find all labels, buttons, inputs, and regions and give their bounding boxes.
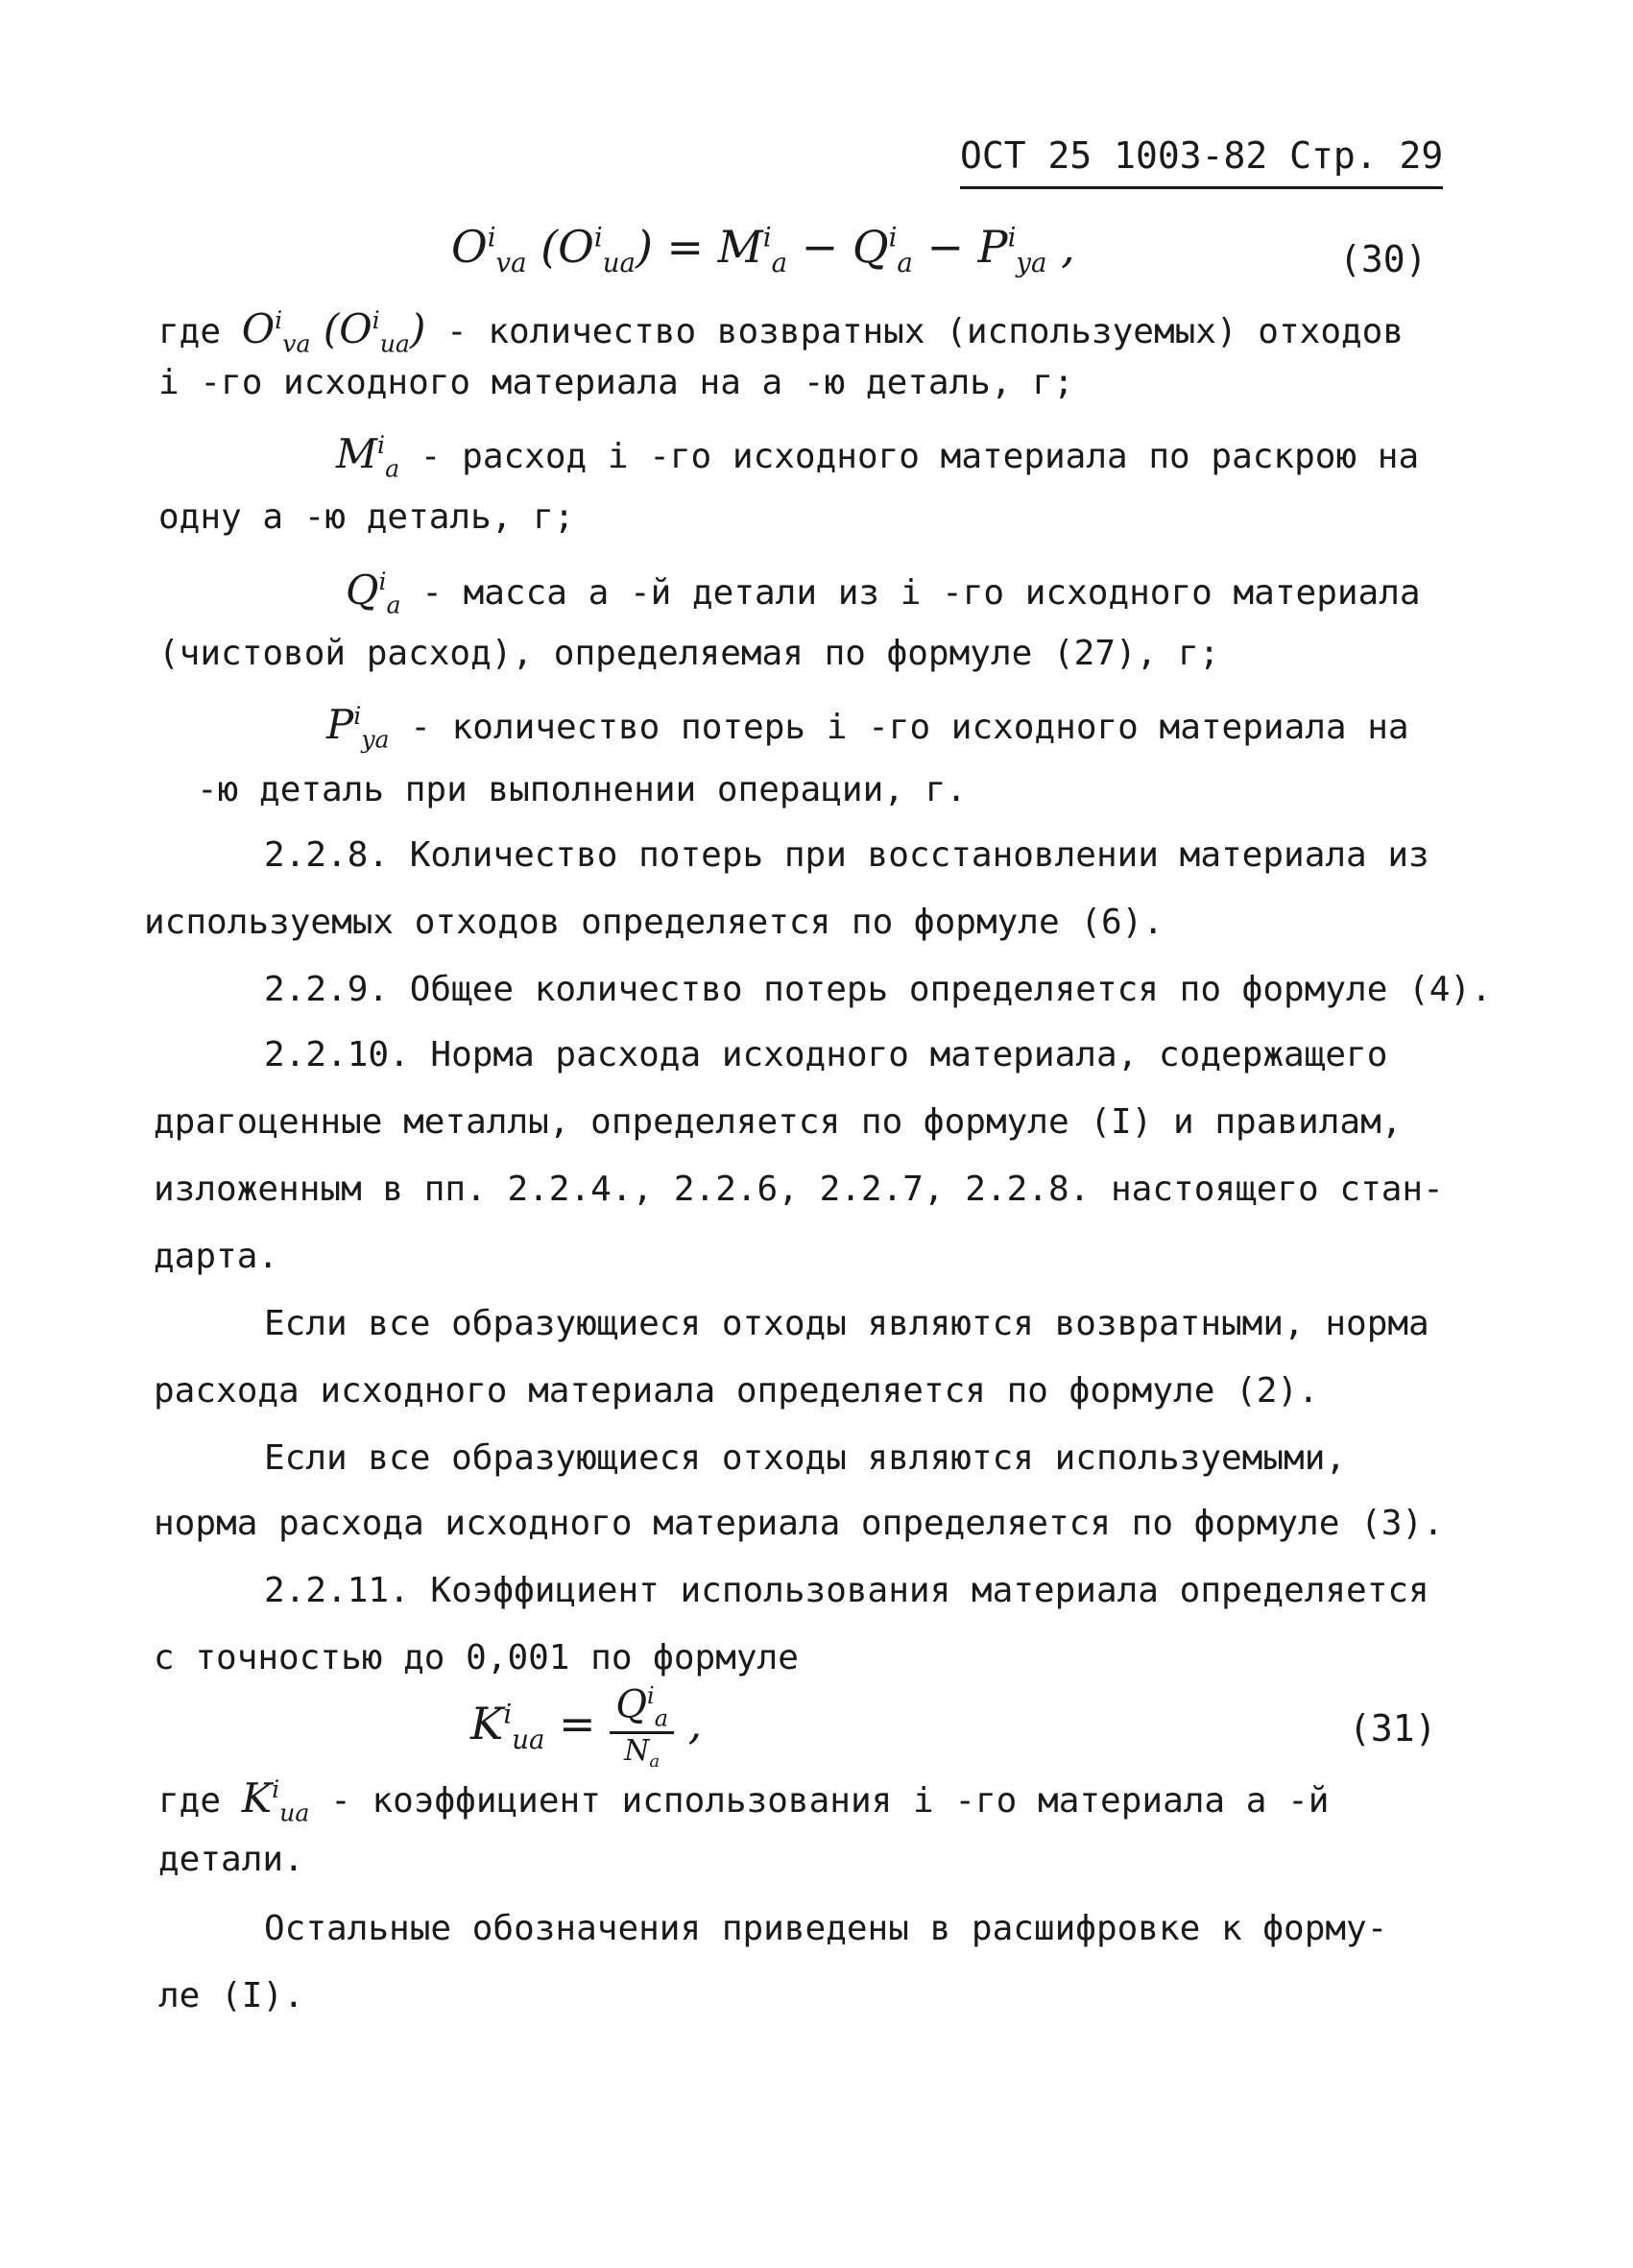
def-text: - количество возвратных (используемых) отходов <box>446 312 1405 351</box>
para-2-2-10-line3: изложенным в пп. 2.2.4., 2.2.6, 2.2.7, 2.2.8. настоящего стан- <box>154 1170 1444 1209</box>
def-k-line1 <box>158 1774 1329 1826</box>
formula-31 <box>470 1682 702 1772</box>
para-2-2-10-line4: дарта. <box>154 1237 279 1276</box>
para-2-2-10-line2: драгоценные металлы, определяется по формуле (I) и правилам, <box>154 1102 1403 1142</box>
def-line-2: i -го исходного материала на a -ю деталь, г; <box>158 363 1074 402</box>
def-lead: где <box>158 1781 222 1821</box>
def-text: - количество потерь i -го исходного материала на <box>410 708 1409 747</box>
formula-31-number: (31) <box>1349 1707 1437 1749</box>
para-2-2-10-line1: 2.2.10. Норма расхода исходного материала, содержащего <box>264 1035 1388 1074</box>
def-text: - коэффициент использования i -го материала a -й <box>330 1781 1330 1821</box>
def-symbol-q: $Q^i_a$ <box>346 567 401 619</box>
formula-31-numerator: $Q^i_a$ <box>610 1682 674 1734</box>
def-symbol-m: $M^i_a$ <box>336 430 400 483</box>
def-line-4: одну a -ю деталь, г; <box>158 497 575 537</box>
formula-31-lhs: $K^i_{ua}$ = <box>470 1697 596 1755</box>
para-returnable-line1: Если все образующиеся отходы являются возвратными, норма <box>264 1304 1429 1343</box>
formula-31-fraction <box>610 1682 674 1772</box>
closing-line2: ле (I). <box>158 1976 304 2015</box>
def-line-3 <box>336 430 1419 482</box>
def-k-line2: детали. <box>158 1840 304 1879</box>
para-2-2-11-line2: с точностью до 0,001 по формуле <box>154 1638 799 1677</box>
para-2-2-8-line2: используемых отходов определяется по формуле (6). <box>144 903 1165 942</box>
def-symbol-p: $P^i_{ya}$ <box>326 701 390 754</box>
para-usable-line2: норма расхода исходного материала определяется по формуле (3). <box>154 1504 1444 1543</box>
def-line-7 <box>326 701 1409 753</box>
def-line-1 <box>158 305 1404 357</box>
formula-31-tail: , <box>687 1697 703 1749</box>
def-text: - расход i -го исходного материала по раскрою на <box>420 437 1420 476</box>
para-usable-line1: Если все образующиеся отходы являются используемыми, <box>264 1438 1347 1478</box>
formula-30-number: (30) <box>1339 238 1428 280</box>
para-2-2-9: 2.2.9. Общее количество потерь определяется по формуле (4). <box>264 970 1492 1009</box>
closing-line1: Остальные обозначения приведены в расшифровке к форму- <box>264 1909 1388 1948</box>
para-returnable-line2: расхода исходного материала определяется по формуле (2). <box>154 1371 1319 1411</box>
def-text: - масса a -й детали из i -го исходного материала <box>421 573 1421 613</box>
page-header: ОСТ 25 1003-82 Стр. 29 <box>960 134 1443 189</box>
def-lead: где <box>158 312 222 351</box>
para-2-2-11-line1: 2.2.11. Коэффициент использования материала определяется <box>264 1571 1429 1610</box>
formula-30: $O^i_{va}$ $(O^i_{ua}) = M^i_a - Q^i_a - P^i_{ya}$ , <box>451 221 1075 279</box>
def-line-8: -ю деталь при выполнении операции, г. <box>197 770 967 809</box>
formula-31-denominator: $N_a$ <box>624 1734 660 1773</box>
para-2-2-8-line1: 2.2.8. Количество потерь при восстановлении материала из <box>264 835 1429 875</box>
def-symbol-k-visible: $K^i_{ua}$ <box>241 1774 310 1827</box>
def-line-5 <box>346 567 1421 618</box>
def-line-6: (чистовой расход), определяемая по формуле (27), г; <box>158 634 1220 673</box>
def-symbol-o: $O^i_{va}$ $(O^i_{ua})$ <box>241 305 426 358</box>
